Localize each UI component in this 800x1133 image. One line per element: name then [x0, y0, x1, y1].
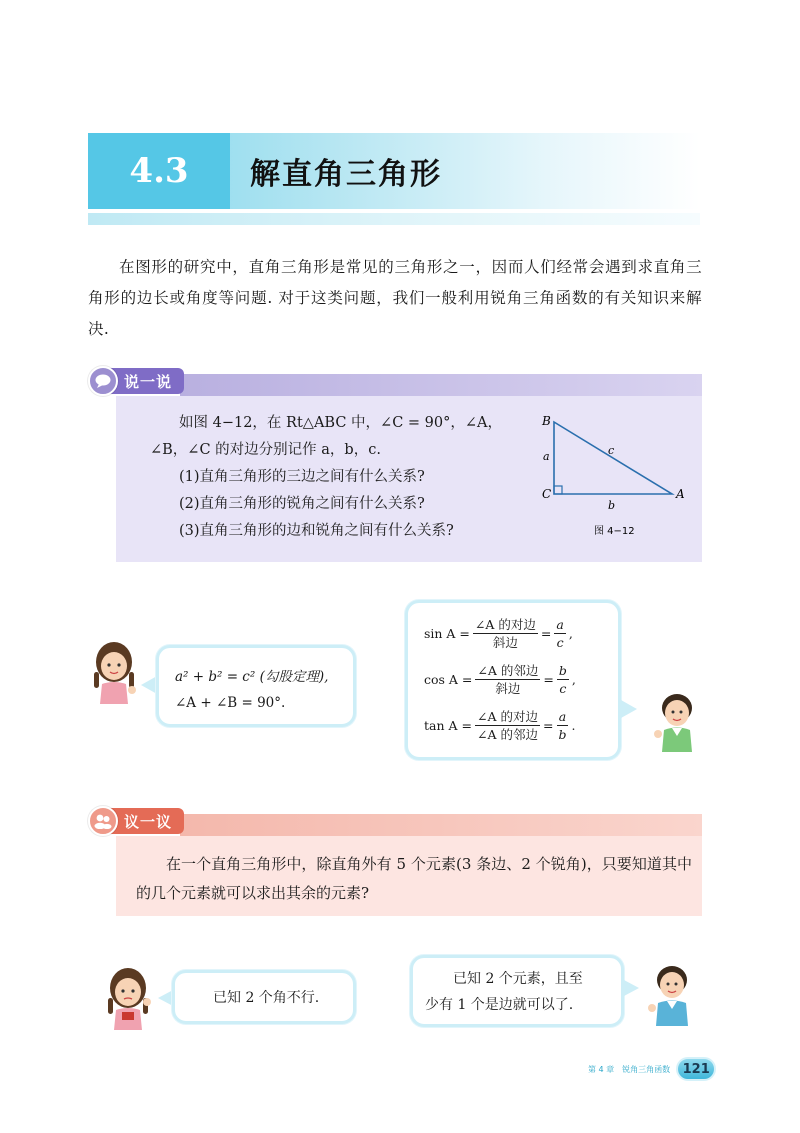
triangle-abc [554, 422, 672, 494]
girl-avatar [86, 636, 142, 704]
tan-formula [424, 709, 575, 742]
sin-ratio-num: a [556, 617, 564, 632]
speech-icon [88, 366, 118, 396]
cos-ratio-num: b [558, 663, 567, 678]
shuo-content [150, 410, 520, 545]
cos-word-num: ∠A 的邻边 [477, 663, 539, 678]
yi-question: 在一个直角三角形中，除直角外有 5 个元素(3 条边、2 个锐角)，只要知道其中的几个元素就可以求出其余的元素? [136, 855, 692, 902]
pythagoras-line: a² + b² = c² (勾股定理), [175, 669, 329, 685]
sin-eq: = [540, 626, 552, 641]
question-1: (1)直角三角形的三边之间有什么关系? [179, 469, 425, 485]
cos-word-fraction [475, 663, 540, 696]
tan-ratio-den: b [558, 727, 567, 742]
chapter-label: 第 4 章 锐角三角函数 [588, 1064, 671, 1074]
boy-bubble-2-line2: 少有 1 个是边就可以了. [425, 997, 574, 1013]
bubble-pointer [621, 700, 637, 718]
angle-sum-line: ∠A + ∠B = 90°. [175, 695, 286, 711]
sin-formula [424, 617, 573, 650]
header-strip [88, 213, 700, 225]
vertex-c: C [542, 487, 552, 501]
tan-word-fraction [475, 709, 540, 742]
boy-bubble-2-line1: 已知 2 个元素，且至 [453, 971, 583, 987]
question-3: (3)直角三角形的边和锐角之间有什么关系? [179, 523, 454, 539]
shuo-intro-line1: 如图 4−12，在 Rt△ABC 中，∠C = 90°，∠A， [179, 415, 502, 431]
figure-caption: 图 4−12 [594, 526, 635, 537]
sin-fn: sin A = [424, 626, 470, 641]
bubble-pointer [141, 676, 157, 694]
vertex-b: B [542, 414, 551, 428]
yi-tag [88, 806, 184, 836]
bubble-pointer [158, 990, 173, 1006]
page-footer [588, 1056, 724, 1082]
intro-paragraph: 在图形的研究中，直角三角形是常见的三角形之一，因而人们经常会遇到求直角三角形的边长或角度等问题. 对于这类问题，我们一般利用锐角三角函数的有关知识来解决. [88, 258, 702, 338]
tan-word-num: ∠A 的对边 [476, 709, 538, 724]
sin-word-num: ∠A 的对边 [474, 617, 536, 632]
section-number: 4.3 [88, 133, 230, 209]
triangle-figure [530, 410, 700, 550]
cos-tail: , [571, 672, 576, 687]
question-2: (2)直角三角形的锐角之间有什么关系? [179, 496, 425, 512]
cos-word-den: 斜边 [495, 681, 521, 696]
tan-ratio-fraction [556, 709, 568, 742]
cos-ratio-den: c [559, 681, 567, 696]
boy-speech-bubble-2 [410, 955, 624, 1027]
girl-avatar [100, 962, 156, 1030]
boy-speech-bubble-1 [405, 600, 621, 760]
cos-eq: = [543, 672, 554, 687]
tan-ratio-num: a [558, 709, 567, 724]
section-header [88, 133, 700, 229]
yi-label: 议一议 [110, 808, 184, 834]
girl-bubble-1-text [175, 664, 328, 716]
cos-ratio-fraction [557, 663, 569, 696]
sin-word-fraction [473, 617, 538, 650]
yi-header-bar [180, 814, 702, 836]
sin-ratio-fraction [554, 617, 565, 650]
girl-bubble-2-text: 已知 2 个角不行. [213, 990, 320, 1006]
cos-formula [424, 663, 576, 696]
side-a-label: a [543, 450, 550, 463]
tan-word-den: ∠A 的邻边 [476, 727, 538, 742]
shuo-tag [88, 366, 184, 396]
boy-avatar [652, 690, 702, 752]
girl-speech-bubble-1 [156, 645, 356, 727]
right-angle-mark [554, 486, 562, 494]
page-number: 121 [676, 1057, 716, 1081]
section-title: 解直角三角形 [250, 157, 442, 192]
side-b-label: b [608, 499, 616, 512]
bubble-pointer [624, 980, 639, 996]
shuo-header-bar [180, 374, 702, 396]
tan-tail: . [571, 718, 576, 733]
side-c-label: c [608, 444, 615, 457]
shuo-intro-line2: ∠B，∠C 的对边分别记作 a，b，c. [150, 442, 381, 458]
sin-ratio-den: c [556, 635, 564, 650]
discussion-icon [88, 806, 118, 836]
girl-speech-bubble-2 [172, 970, 356, 1024]
sin-word-den: 斜边 [492, 635, 518, 650]
tan-eq: = [542, 718, 554, 733]
sin-tail: , [568, 626, 573, 641]
vertex-a: A [676, 487, 685, 501]
cos-fn: cos A = [424, 672, 473, 687]
boy-bubble-2-text [425, 966, 615, 1018]
boy-avatar [646, 962, 698, 1026]
tan-fn: tan A = [424, 718, 472, 733]
shuo-label: 说一说 [110, 368, 184, 394]
